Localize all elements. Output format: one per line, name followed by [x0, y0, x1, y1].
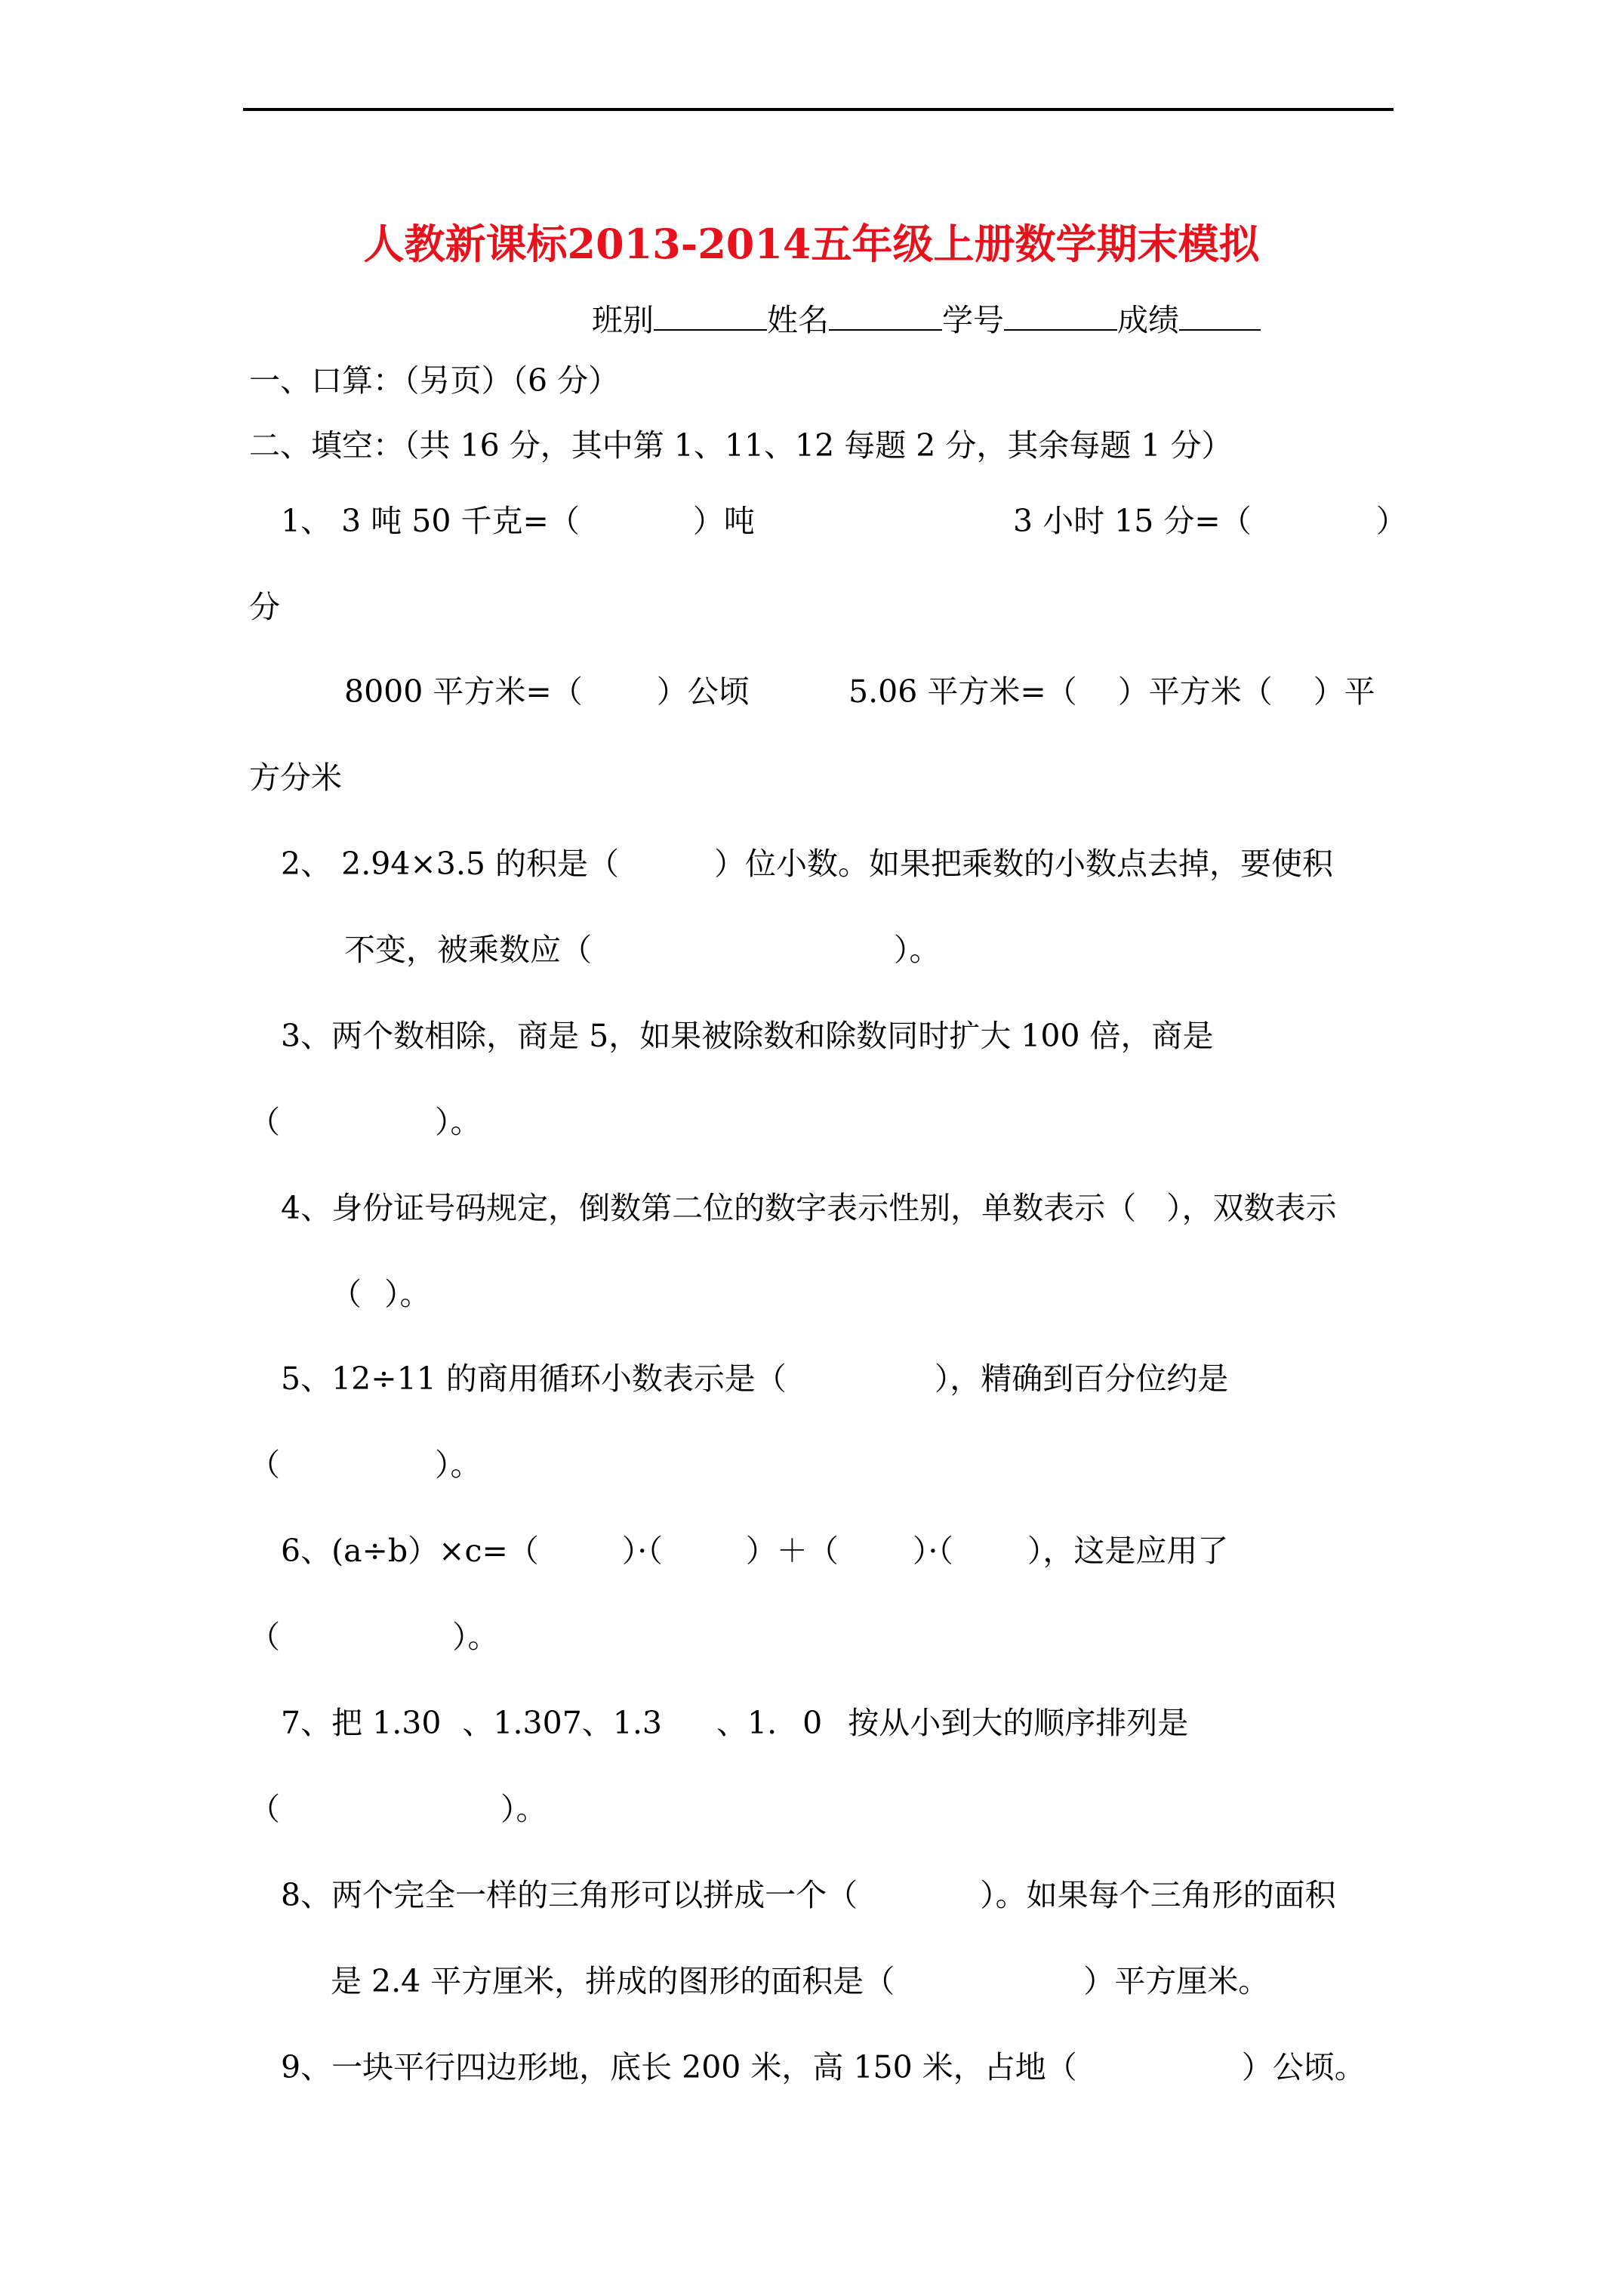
number-label: 学号: [942, 302, 1004, 338]
question-1b: 3 小时 15 分=（ ）: [1013, 503, 1407, 539]
question-8-line-2: 是 2.4 平方厘米，拼成的图形的面积是（ ）平方厘米。: [331, 1963, 1270, 1999]
page-title: 人教新课标2013-2014五年级上册数学期末模拟: [363, 220, 1260, 268]
question-3: 3、两个数相除，商是 5，如果被除数和除数同时扩大 100 倍，商是: [281, 1018, 1214, 1054]
name-blank[interactable]: [829, 299, 942, 331]
section-oral-calculation: 一、口算：（另页）（6 分）: [249, 362, 620, 399]
question-5: 5、12÷11 的商用循环小数表示是（ ），精确到百分位约是: [281, 1361, 1229, 1397]
score-blank[interactable]: [1179, 299, 1261, 331]
question-4: 4、身份证号码规定，倒数第二位的数字表示性别，单数表示（ ），双数表示: [281, 1190, 1337, 1226]
class-blank[interactable]: [654, 299, 767, 331]
score-label: 成绩: [1117, 302, 1179, 338]
question-1d-continued: 方分米: [249, 760, 342, 796]
name-label: 姓名: [767, 302, 829, 338]
student-info-line: [592, 299, 1261, 340]
question-7-line-2: （ ）。: [249, 1791, 547, 1827]
class-label: 班别: [592, 302, 654, 338]
question-5-line-2: （ ）。: [249, 1447, 482, 1483]
question-7: 7、把 1.30 、1.307、1.3 、1. 0 按从小到大的顺序排列是: [281, 1705, 1189, 1741]
question-6: 6、(a÷b）×c=（ ）·（ ）＋（ ）·（ ），这是应用了: [281, 1533, 1229, 1569]
header-rule: [243, 108, 1394, 111]
question-2: 2、 2.94×3.5 的积是（ ）位小数。如果把乘数的小数点去掉，要使积: [281, 846, 1333, 882]
question-1b-continued: 分: [249, 589, 280, 625]
question-9: 9、一块平行四边形地，底长 200 米，高 150 米，占地（ ）公顷。: [281, 2049, 1366, 2085]
question-6-line-2: （ ）。: [249, 1619, 499, 1655]
section-fill-blank: 二、填空：（共 16 分，其中第 1、11、12 每题 2 分，其余每题 1 分）: [249, 427, 1233, 464]
question-1c: 8000 平方米=（ ）公顷: [344, 673, 750, 710]
question-2-line-2: 不变，被乘数应（ ）。: [344, 932, 941, 968]
question-1d: 5.06 平方米=（ ）平方米（ ）平: [848, 673, 1375, 710]
question-3-line-2: （ ）。: [249, 1104, 482, 1140]
question-8: 8、两个完全一样的三角形可以拼成一个（ ）。如果每个三角形的面积: [281, 1877, 1336, 1913]
question-1a: 1、 3 吨 50 千克=（ ）吨: [281, 503, 755, 539]
number-blank[interactable]: [1004, 299, 1117, 331]
question-4-line-2: （ ）。: [331, 1276, 431, 1312]
